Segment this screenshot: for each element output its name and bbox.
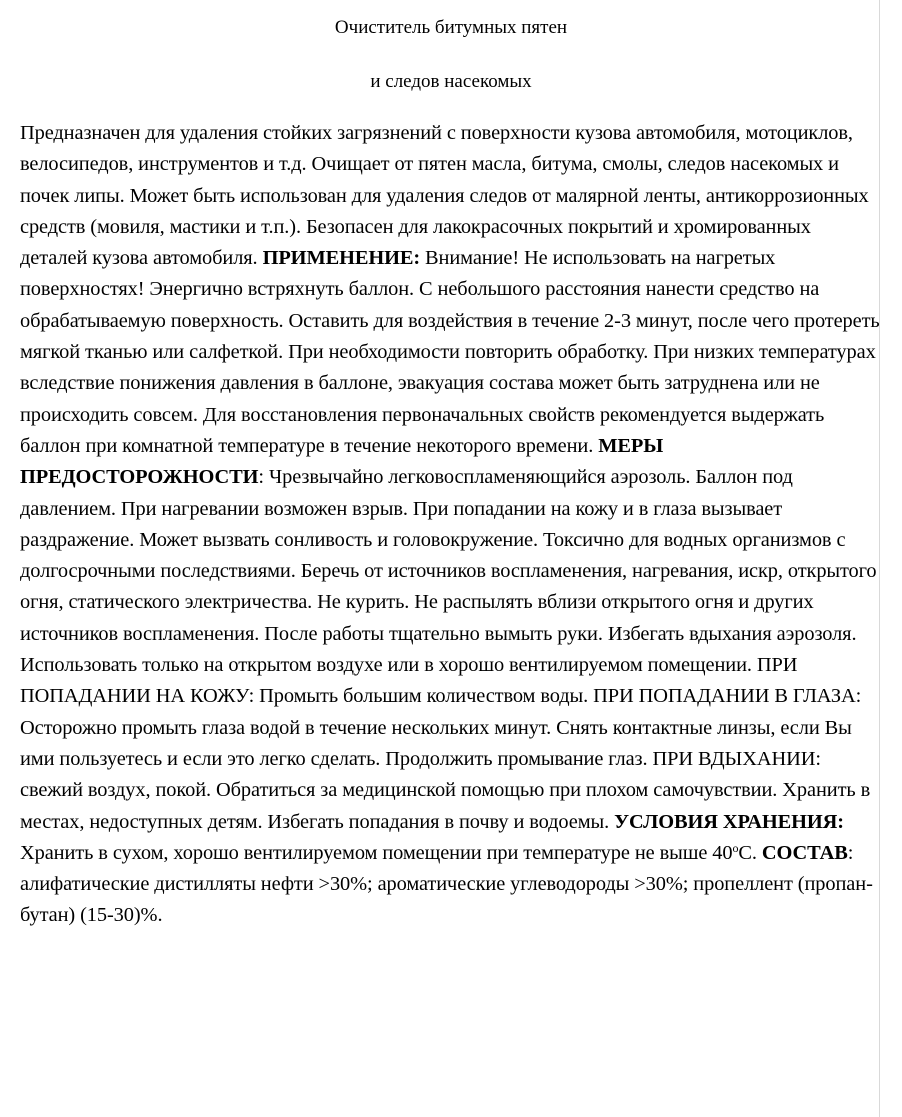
document-title-line-1: Очиститель битумных пятен <box>334 17 568 38</box>
document-paragraph <box>20 118 882 932</box>
degree-superscript: о <box>732 840 739 855</box>
degree-unit: С. <box>738 841 762 864</box>
usage-text: Внимание! Не использовать на нагретых поверхностях! Энергично встряхнуть баллон. С небольшого расстояния нанести средство на обрабатываемую поверхность. Оставить для воздействия в течение 2-3 минут, после чего протереть мягкой тканью или салфеткой. При необходимости повторить обработку. При низких температурах вследствие понижения давления в баллоне, эвакуация состава может быть затруднена или не происходить совсем. Для восстановления первоначальных свойств рекомендуется выдержать баллон при комнатной температуре в течение некоторого времени. <box>20 247 880 457</box>
document-title-line-2: и следов насекомых <box>370 71 532 92</box>
usage-heading: ПРИМЕНЕНИЕ: <box>262 247 421 270</box>
precautions-text: : Чрезвычайно легковоспламеняющийся аэрозоль. Баллон под давлением. При нагревании возможен взрыв. При попадании на кожу и в глаза вызывает раздражение. Может вызвать сонливость и головокружение. Токсично для водных организмов с долгосрочными последствиями. Беречь от источников воспламенения, нагревания, искр, открытого огня, статического электричества. Не курить. Не распылять вблизи открытого огня и других источников воспламенения. После работы тщательно вымыть руки. Избегать вдыхания аэрозоля. Использовать только на открытом воздухе или в хорошо вентилируемом помещении. ПРИ ПОПАДАНИИ НА КОЖУ: Промыть большим количеством воды. ПРИ ПОПАДАНИИ В ГЛАЗА: Осторожно промыть глаза водой в течение нескольких минут. Снять контактные линзы, если Вы ими пользуетесь и если это легко сделать. Продолжить промывание глаз. ПРИ ВДЫХАНИИ: свежий воздух, покой. Обратиться за медицинской помощью при плохом самочувствии. Хранить в местах, недоступных детям. Избегать попадания в почву и водоемы. <box>20 466 877 833</box>
precautions-heading: МЕРЫ ПРЕДОСТОРОЖНОСТИ <box>20 434 664 489</box>
document-body <box>20 14 882 932</box>
composition-text: : алифатические дистилляты нефти >30%; ароматические углеводороды >30%; пропеллент (пропан-бутан) (15-30)%. <box>20 841 873 927</box>
storage-heading: УСЛОВИЯ ХРАНЕНИЯ: <box>614 810 844 833</box>
storage-text: Хранить в сухом, хорошо вентилируемом помещении при температуре не выше 40 <box>20 841 733 864</box>
composition-heading: СОСТАВ <box>761 841 848 864</box>
intro-text: Предназначен для удаления стойких загрязнений с поверхности кузова автомобиля, мотоциклов, велосипедов, инструментов и т.д. Очищает от пятен масла, битума, смолы, следов насекомых и почек липы. Может быть использован для удаления следов от малярной ленты, антикоррозионных средств (мовиля, мастики и т.п.). Безопасен для лакокрасочных покрытий и хромированных деталей кузова автомобиля. <box>20 122 869 270</box>
